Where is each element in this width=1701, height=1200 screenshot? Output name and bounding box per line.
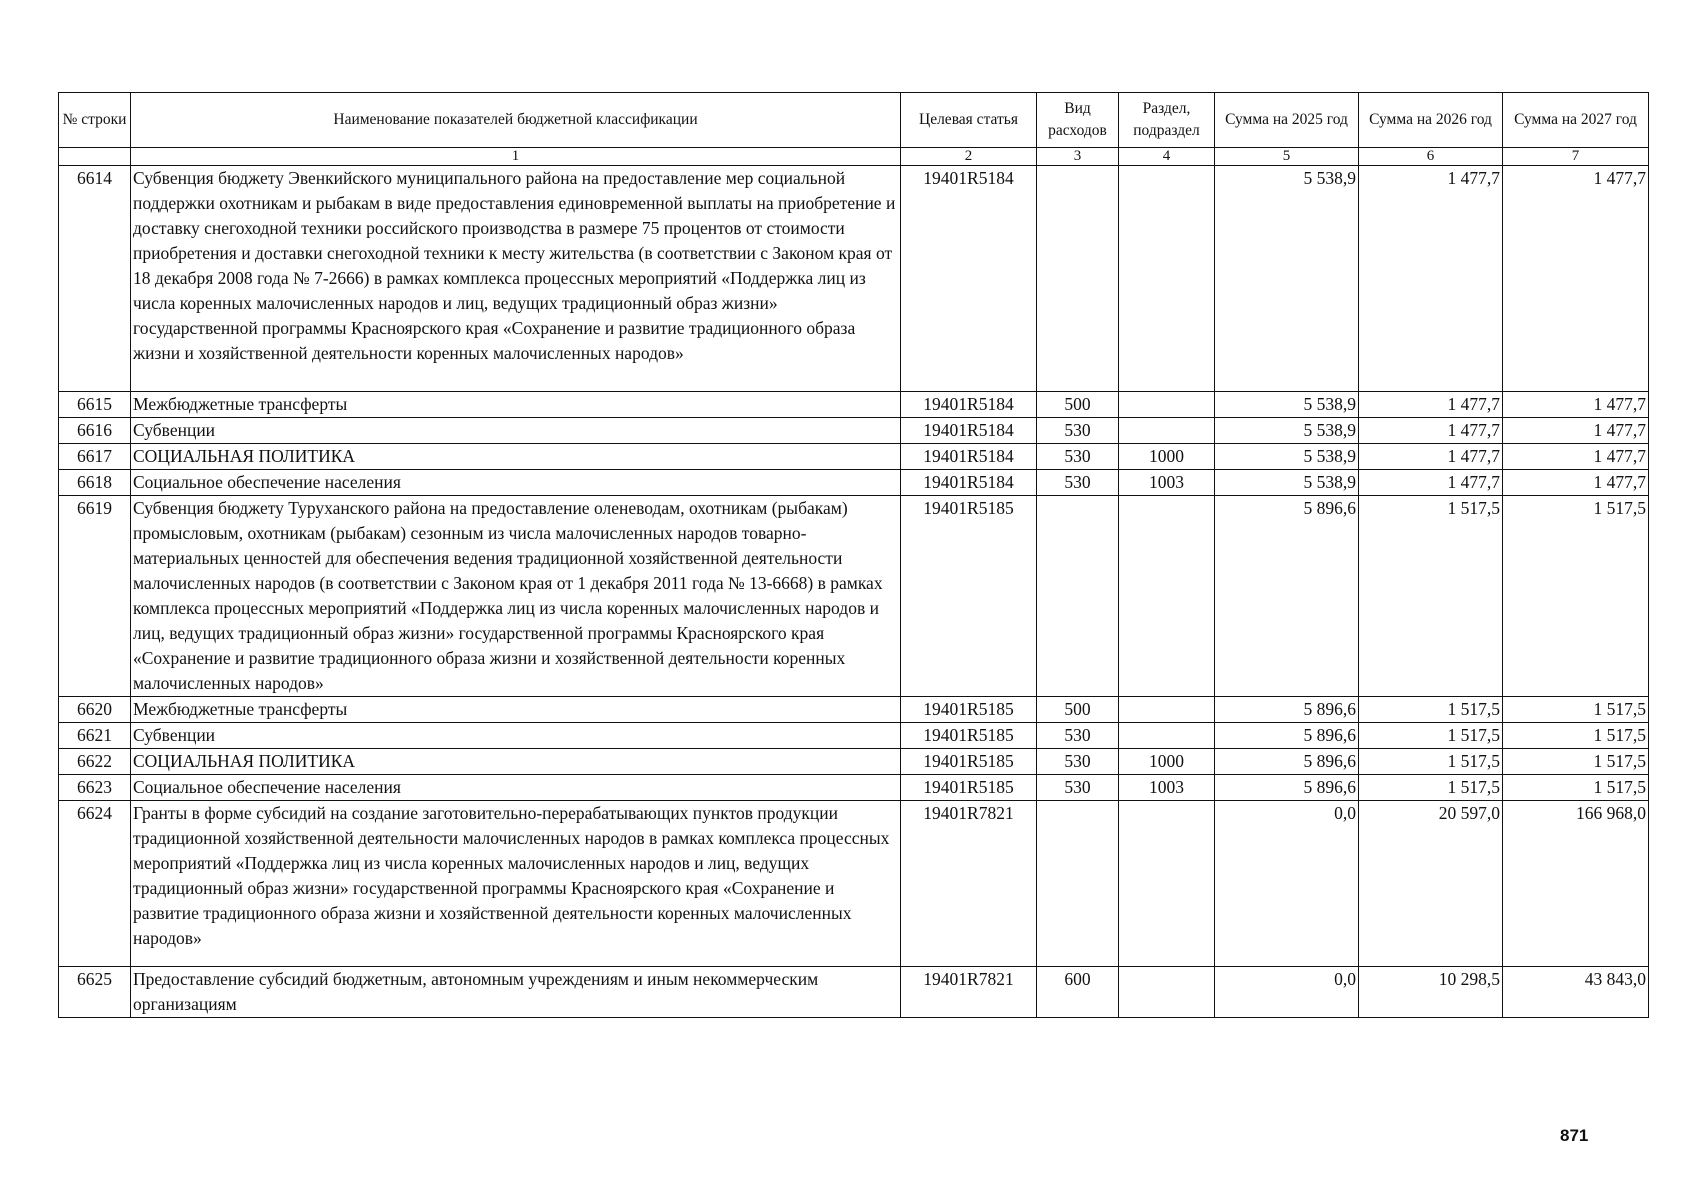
header-sum-2025: Сумма на 2025 год xyxy=(1215,93,1359,148)
row-section xyxy=(1119,418,1215,444)
column-number: 3 xyxy=(1037,148,1119,166)
row-expense-type: 600 xyxy=(1037,967,1119,1018)
table-row xyxy=(59,749,1649,775)
row-line-number: 6625 xyxy=(59,967,131,1018)
table-row xyxy=(59,697,1649,723)
row-section: 1003 xyxy=(1119,775,1215,801)
row-target-article: 19401R5184 xyxy=(901,418,1037,444)
header-sum-2027: Сумма на 2027 год xyxy=(1503,93,1649,148)
row-sum-2025: 0,0 xyxy=(1215,801,1359,967)
row-expense-type: 500 xyxy=(1037,697,1119,723)
row-sum-2025: 5 538,9 xyxy=(1215,166,1359,392)
row-sum-2027: 1 477,7 xyxy=(1503,392,1649,418)
row-sum-2027: 1 517,5 xyxy=(1503,496,1649,697)
row-expense-type: 530 xyxy=(1037,723,1119,749)
row-sum-2027: 1 477,7 xyxy=(1503,470,1649,496)
row-sum-2026: 1 477,7 xyxy=(1359,444,1503,470)
row-expense-type xyxy=(1037,166,1119,392)
row-line-number: 6618 xyxy=(59,470,131,496)
row-expense-type: 530 xyxy=(1037,775,1119,801)
column-number: 1 xyxy=(131,148,901,166)
row-line-number: 6614 xyxy=(59,166,131,392)
row-name: Межбюджетные трансферты xyxy=(131,697,901,723)
table-row xyxy=(59,392,1649,418)
row-target-article: 19401R5184 xyxy=(901,444,1037,470)
table-row xyxy=(59,775,1649,801)
row-target-article: 19401R5184 xyxy=(901,392,1037,418)
row-sum-2026: 10 298,5 xyxy=(1359,967,1503,1018)
row-line-number: 6620 xyxy=(59,697,131,723)
row-line-number: 6624 xyxy=(59,801,131,967)
row-expense-type: 530 xyxy=(1037,749,1119,775)
row-target-article: 19401R5185 xyxy=(901,723,1037,749)
header-line-number: № строки xyxy=(59,93,131,148)
row-section xyxy=(1119,166,1215,392)
row-expense-type xyxy=(1037,801,1119,967)
row-sum-2026: 20 597,0 xyxy=(1359,801,1503,967)
row-target-article: 19401R5185 xyxy=(901,697,1037,723)
row-name: Межбюджетные трансферты xyxy=(131,392,901,418)
row-sum-2026: 1 517,5 xyxy=(1359,749,1503,775)
column-number-row xyxy=(59,148,1649,166)
row-sum-2025: 5 896,6 xyxy=(1215,496,1359,697)
header-name: Наименование показателей бюджетной классификации xyxy=(131,93,901,148)
page-number: 871 xyxy=(1560,1126,1589,1145)
table-row xyxy=(59,166,1649,392)
row-name: Гранты в форме субсидий на создание заготовительно-перерабатывающих пунктов продукции традиционной хозяйственной деятельности малочисленных народов в рамках комплекса процессных мероприятий «Поддержка лиц из числа коренных малочисленных народов и лиц, ведущих традиционный образ жизни» государственной программы Красноярского края «Сохранение и развитие традиционного образа жизни и хозяйственной деятельности коренных малочисленных народов» xyxy=(131,801,901,967)
row-section xyxy=(1119,392,1215,418)
row-line-number: 6615 xyxy=(59,392,131,418)
row-line-number: 6623 xyxy=(59,775,131,801)
row-sum-2025: 5 896,6 xyxy=(1215,749,1359,775)
row-sum-2027: 166 968,0 xyxy=(1503,801,1649,967)
table-row xyxy=(59,801,1649,967)
row-sum-2026: 1 477,7 xyxy=(1359,392,1503,418)
row-target-article: 19401R5185 xyxy=(901,496,1037,697)
row-section xyxy=(1119,967,1215,1018)
row-name: СОЦИАЛЬНАЯ ПОЛИТИКА xyxy=(131,444,901,470)
row-expense-type: 530 xyxy=(1037,444,1119,470)
row-name: Субвенция бюджету Туруханского района на предоставление оленеводам, охотникам (рыбакам) промысловым, охотникам (рыбакам) сезонным из числа малочисленных народов товарно-материальных ценностей для обеспечения ведения традиционной хозяйственной деятельности малочисленных народов (в соответствии с Законом края от 1 декабря 2011 года № 13-6668) в рамках комплекса процессных мероприятий «Поддержка лиц из числа коренных малочисленных народов и лиц, ведущих традиционный образ жизни» государственной программы Красноярского края «Сохранение и развитие традиционного образа жизни и хозяйственной деятельности коренных малочисленных народов» xyxy=(131,496,901,697)
column-number xyxy=(59,148,131,166)
row-sum-2025: 5 538,9 xyxy=(1215,470,1359,496)
row-section: 1000 xyxy=(1119,444,1215,470)
row-sum-2027: 1 477,7 xyxy=(1503,418,1649,444)
row-expense-type: 500 xyxy=(1037,392,1119,418)
row-line-number: 6616 xyxy=(59,418,131,444)
row-name: Субвенции xyxy=(131,723,901,749)
row-target-article: 19401R7821 xyxy=(901,967,1037,1018)
column-number: 5 xyxy=(1215,148,1359,166)
table-row xyxy=(59,496,1649,697)
row-line-number: 6617 xyxy=(59,444,131,470)
row-line-number: 6619 xyxy=(59,496,131,697)
row-target-article: 19401R5184 xyxy=(901,470,1037,496)
row-sum-2027: 1 517,5 xyxy=(1503,723,1649,749)
table-row xyxy=(59,967,1649,1018)
row-sum-2025: 5 896,6 xyxy=(1215,775,1359,801)
column-number: 2 xyxy=(901,148,1037,166)
row-line-number: 6621 xyxy=(59,723,131,749)
row-sum-2025: 0,0 xyxy=(1215,967,1359,1018)
header-sum-2026: Сумма на 2026 год xyxy=(1359,93,1503,148)
row-expense-type: 530 xyxy=(1037,470,1119,496)
row-sum-2027: 1 517,5 xyxy=(1503,697,1649,723)
row-name: Социальное обеспечение населения xyxy=(131,470,901,496)
column-number: 4 xyxy=(1119,148,1215,166)
header-row xyxy=(59,93,1649,148)
row-sum-2026: 1 477,7 xyxy=(1359,166,1503,392)
budget-table xyxy=(58,92,1649,1018)
column-number: 6 xyxy=(1359,148,1503,166)
table-row xyxy=(59,723,1649,749)
row-sum-2025: 5 538,9 xyxy=(1215,392,1359,418)
row-sum-2026: 1 517,5 xyxy=(1359,723,1503,749)
row-target-article: 19401R5185 xyxy=(901,749,1037,775)
row-name: Предоставление субсидий бюджетным, автономным учреждениям и иным некоммерческим организациям xyxy=(131,967,901,1018)
row-target-article: 19401R7821 xyxy=(901,801,1037,967)
row-sum-2026: 1 477,7 xyxy=(1359,418,1503,444)
table-row xyxy=(59,444,1649,470)
row-sum-2027: 1 477,7 xyxy=(1503,444,1649,470)
column-number: 7 xyxy=(1503,148,1649,166)
row-sum-2025: 5 896,6 xyxy=(1215,723,1359,749)
row-target-article: 19401R5185 xyxy=(901,775,1037,801)
row-name: Социальное обеспечение населения xyxy=(131,775,901,801)
row-section xyxy=(1119,801,1215,967)
row-section xyxy=(1119,697,1215,723)
row-name: Субвенция бюджету Эвенкийского муниципального района на предоставление мер социальной поддержки охотникам и рыбакам в виде предоставления единовременной выплаты на приобретение и доставку снегоходной техники российского производства в размере 75 процентов от стоимости приобретения и доставки снегоходной техники к месту жительства (в соответствии с Законом края от 18 декабря 2008 года № 7-2666) в рамках комплекса процессных мероприятий «Поддержка лиц из числа коренных малочисленных народов и лиц, ведущих традиционный образ жизни» государственной программы Красноярского края «Сохранение и развитие традиционного образа жизни и хозяйственной деятельности коренных малочисленных народов» xyxy=(131,166,901,392)
row-sum-2026: 1 517,5 xyxy=(1359,496,1503,697)
table-row xyxy=(59,470,1649,496)
row-line-number: 6622 xyxy=(59,749,131,775)
row-sum-2026: 1 517,5 xyxy=(1359,697,1503,723)
header-target-article: Целевая статья xyxy=(901,93,1037,148)
row-sum-2027: 1 517,5 xyxy=(1503,775,1649,801)
row-sum-2025: 5 538,9 xyxy=(1215,444,1359,470)
row-target-article: 19401R5184 xyxy=(901,166,1037,392)
row-name: СОЦИАЛЬНАЯ ПОЛИТИКА xyxy=(131,749,901,775)
row-sum-2025: 5 538,9 xyxy=(1215,418,1359,444)
header-section: Раздел, подраздел xyxy=(1119,93,1215,148)
row-sum-2026: 1 517,5 xyxy=(1359,775,1503,801)
row-expense-type xyxy=(1037,496,1119,697)
row-sum-2027: 1 477,7 xyxy=(1503,166,1649,392)
row-section: 1000 xyxy=(1119,749,1215,775)
header-expense-type: Вид расходов xyxy=(1037,93,1119,148)
row-sum-2025: 5 896,6 xyxy=(1215,697,1359,723)
row-section: 1003 xyxy=(1119,470,1215,496)
row-sum-2027: 43 843,0 xyxy=(1503,967,1649,1018)
row-expense-type: 530 xyxy=(1037,418,1119,444)
row-sum-2027: 1 517,5 xyxy=(1503,749,1649,775)
row-name: Субвенции xyxy=(131,418,901,444)
row-sum-2026: 1 477,7 xyxy=(1359,470,1503,496)
row-section xyxy=(1119,723,1215,749)
row-section xyxy=(1119,496,1215,697)
table-row xyxy=(59,418,1649,444)
